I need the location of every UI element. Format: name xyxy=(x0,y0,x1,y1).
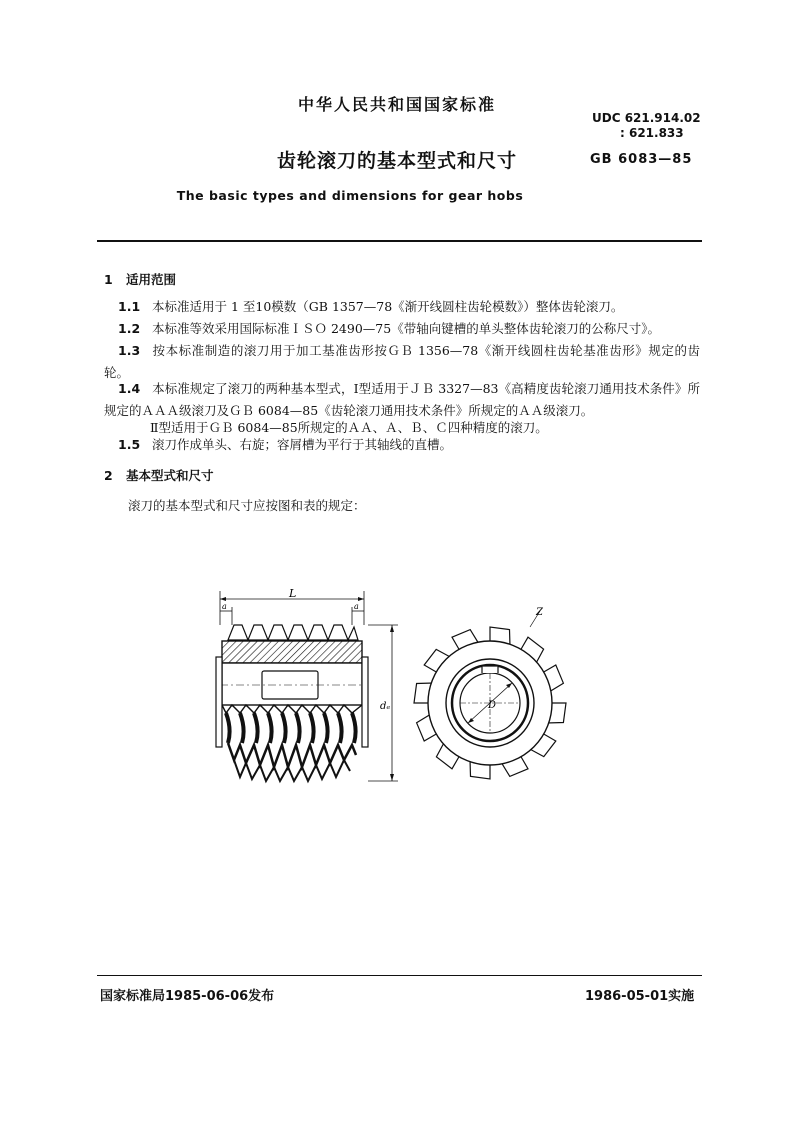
udc-code xyxy=(592,111,701,141)
issue-date: 国家标准局1985-06-06发布 xyxy=(100,989,275,1004)
section-2-heading xyxy=(104,466,214,484)
gb-code: GB 6083—85 xyxy=(590,152,693,167)
section-1-heading xyxy=(104,270,176,288)
document-title-cn: 齿轮滚刀的基本型式和尺寸 xyxy=(276,150,517,172)
udc-line-1: UDC 621.914.02 xyxy=(592,111,701,125)
clause-number: 1.2 xyxy=(118,321,141,336)
clause-number: 1.1 xyxy=(118,299,141,314)
section-1-title: 适用范围 xyxy=(126,272,177,287)
label-d: D xyxy=(488,700,497,711)
section-2-intro: 滚刀的基本型式和尺寸应按图和表的规定： xyxy=(128,498,366,513)
label-z: Z xyxy=(536,607,543,618)
effective-date: 1986-05-01实施 xyxy=(585,989,695,1004)
clause-text: 本标准等效采用国际标准ＩＳＯ 2490—75《带轴向键槽的单头整体齿轮滚刀的公称尺寸》。 xyxy=(152,321,660,336)
national-standard-heading: 中华人民共和国国家标准 xyxy=(297,95,496,114)
section-1-number: 1 xyxy=(104,272,113,287)
udc-line-2: : 621.833 xyxy=(620,126,684,140)
label-a-right: a xyxy=(354,602,359,611)
clause-1-2 xyxy=(104,318,700,340)
clause-text: Ⅱ型适用于ＧＢ 6084—85所规定的ＡＡ、Ａ、Ｂ、Ｃ四种精度的滚刀。 xyxy=(150,420,548,435)
clause-number: 1.4 xyxy=(118,381,141,396)
clause-1-5 xyxy=(104,434,700,456)
hob-drawing xyxy=(200,585,600,800)
clause-text: 本标准规定了滚刀的两种基本型式，Ⅰ型适用于ＪＢ 3327—83《高精度齿轮滚刀通用技术条件》所规定的ＡＡＡ级滚刀及ＧＢ 6084—85《齿轮滚刀通用技术条件》所规定的ＡＡ级滚刀。 xyxy=(104,381,700,418)
label-de: dₑ xyxy=(380,701,391,712)
clause-1-1 xyxy=(104,296,700,318)
clause-1-4 xyxy=(104,378,700,422)
label-a-left: a xyxy=(222,602,227,611)
footer-divider xyxy=(97,975,702,976)
section-2-title: 基本型式和尺寸 xyxy=(126,468,214,483)
clause-number: 1.3 xyxy=(118,343,141,358)
clause-text: 按本标准制造的滚刀用于加工基准齿形按ＧＢ 1356—78《渐开线圆柱齿轮基准齿形》规定的齿轮。 xyxy=(104,343,700,380)
hob-side-view xyxy=(216,625,368,781)
hob-front-view xyxy=(414,611,566,779)
label-l: L xyxy=(289,587,297,600)
clause-number: 1.5 xyxy=(118,437,141,452)
document-title-en: The basic types and dimensions for gear hobs xyxy=(176,188,524,203)
section-2-number: 2 xyxy=(104,468,113,483)
clause-text: 滚刀作成单头、右旋；容屑槽为平行于其轴线的直槽。 xyxy=(152,437,453,452)
header-divider xyxy=(97,240,702,242)
clause-text: 本标准适用于 1 至10模数（GB 1357—78《渐开线圆柱齿轮模数》）整体齿轮滚刀。 xyxy=(152,299,624,314)
